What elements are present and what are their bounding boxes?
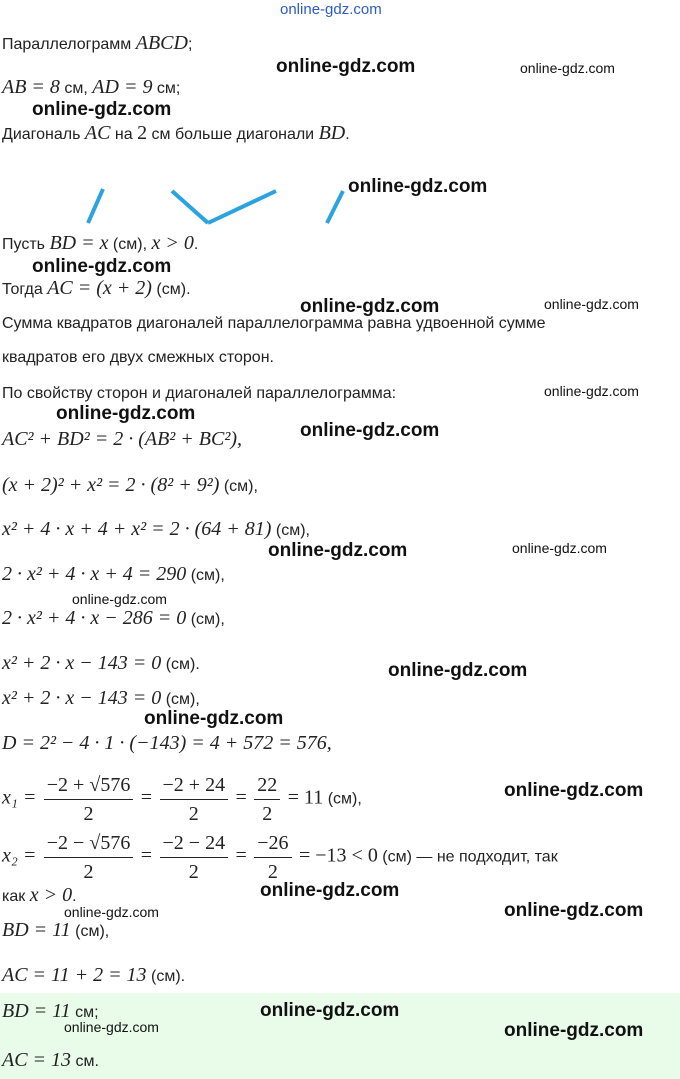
given-sides: AB = 8 см, AD = 9 см; [2,76,181,98]
figure-diagonal-right [208,191,276,223]
figure-right-side [327,191,343,223]
given-title: Параллелограмм ABCD; [2,32,193,54]
watermark: online-gdz.com [32,256,172,277]
watermark: online-gdz.com [64,1019,159,1035]
x2-fraction-2: $\frac{-2 - 24}{2}$ [160,831,229,884]
watermark: online-gdz.com [504,780,644,801]
bd-result: BD = 11 (см), [2,919,110,941]
figure-left-side [88,189,103,223]
watermark: online-gdz.com [276,56,416,77]
given-diagonal: Диагональ AC на 2 см больше диагонали BD. [2,122,350,144]
equation-4: 2 · x² + 4 · x + 4 = 290 (см), [2,563,225,585]
x2-fraction-3: $\frac{-26}{2}$ [254,831,291,884]
theorem-line-1: Сумма квадратов диагоналей параллелограмма равна удвоенной сумме [2,315,546,332]
equation-2: (x + 2)² + x² = 2 · (8² + 9²) (см), [2,474,258,496]
equation-1: AC² + BD² = 2 · (AB² + BC²), [2,428,242,450]
watermark: online-gdz.com [268,540,408,561]
watermark: online-gdz.com [32,99,172,120]
watermark: online-gdz.com [504,900,644,921]
x2-fraction-1: $\frac{-2 - √576}{2}$ [44,831,134,884]
watermark-top: online-gdz.com [280,1,382,18]
figure-diagonal-left [172,191,208,223]
equation-5: 2 · x² + 4 · x − 286 = 0 (см), [2,607,225,629]
root-x1: x₁ = $\frac{-2 + √576}{2}$ = $\frac{-2 + 24}{2}$ = $\frac{22}{2}$ = 11 (см), [2,774,362,825]
watermark: online-gdz.com [260,880,400,901]
watermark: online-gdz.com [72,591,167,607]
equation-6: x² + 2 · x − 143 = 0 (см). [2,652,200,674]
watermark: online-gdz.com [504,1020,644,1041]
equation-7: x² + 2 · x − 143 = 0 (см), [2,687,200,709]
let-line: Пусть BD = x (см), x > 0. [2,232,199,254]
watermark: online-gdz.com [348,176,488,197]
x1-fraction-2: $\frac{-2 + 24}{2}$ [160,773,229,826]
watermark: online-gdz.com [544,383,639,399]
discriminant: D = 2² − 4 · 1 · (−143) = 4 + 572 = 576, [2,732,332,754]
watermark: online-gdz.com [520,60,615,76]
x1-fraction-1: $\frac{-2 + √576}{2}$ [44,773,134,826]
then-line: Тогда AC = (x + 2) (см). [2,277,191,299]
watermark: online-gdz.com [300,420,440,441]
parallelogram-figure [0,185,680,230]
since-line: как x > 0. [2,884,77,906]
root-x2: x₂ = $\frac{-2 - √576}{2}$ = $\frac{-2 - 24}{2}$ = $\frac{-26}{2}$ = −13 < 0 (см) — не подходит, так [2,832,558,883]
equation-3: x² + 4 · x + 4 + x² = 2 · (64 + 81) (см), [2,518,310,540]
watermark: online-gdz.com [544,296,639,312]
watermark: online-gdz.com [144,708,284,729]
watermark: online-gdz.com [512,540,607,556]
x1-fraction-3: $\frac{22}{2}$ [254,773,280,826]
property-line: По свойству сторон и диагоналей параллелограмма: [2,385,397,402]
theorem-line-2: квадратов его двух смежных сторон. [2,349,274,366]
watermark: online-gdz.com [260,1000,400,1021]
ac-result: AC = 11 + 2 = 13 (см). [2,964,186,986]
answer-ac: AC = 13 см. [2,1049,99,1071]
watermark: online-gdz.com [56,403,196,424]
watermark: online-gdz.com [64,904,159,920]
watermark: online-gdz.com [300,296,440,317]
answer-bd: BD = 11 см; [2,1000,99,1022]
watermark: online-gdz.com [388,660,528,681]
